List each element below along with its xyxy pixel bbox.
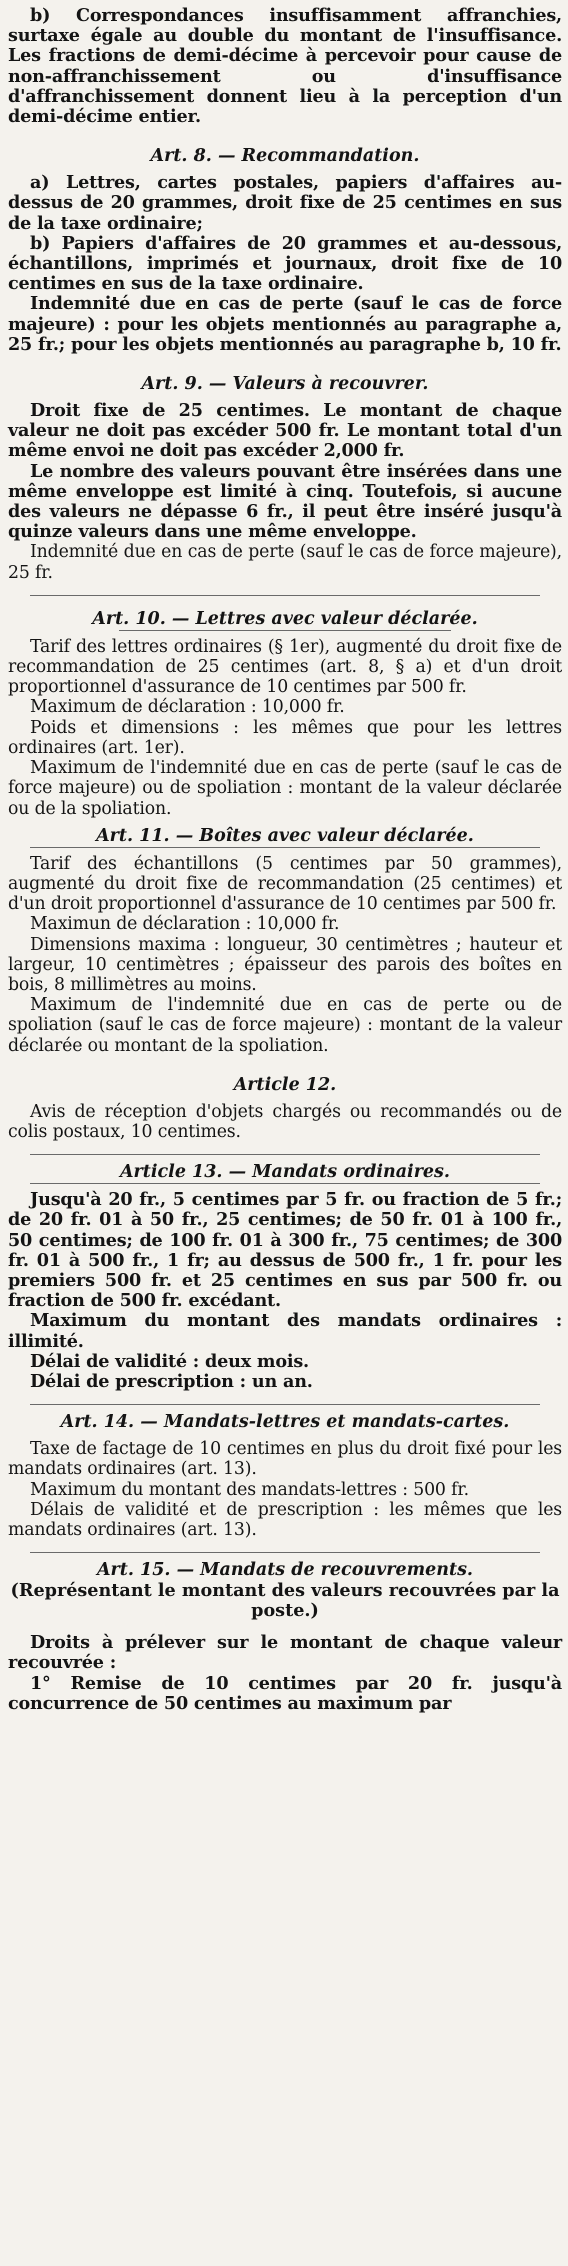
heading-art-12: Article 12. (233, 1074, 337, 1095)
paragraph-art-15-item-1: 1° Remise de 10 centimes par 20 fr. jusqu'à concurrence de 50 centimes au maximum par (8, 1672, 562, 1714)
paragraph-art-10-indemnity: Maximum de l'indemnité due en cas de perte (sauf le cas de force majeure) ou de spoliation : montant de la valeur déclarée ou de la spoliation. (8, 758, 562, 819)
paragraph-art-13-rates: Jusqu'à 20 fr., 5 centimes par 5 fr. ou fraction de 5 fr.; de 20 fr. 01 à 50 fr., 25 centimes; de 50 fr. 01 à 100 fr., 50 centimes; de 100 fr. 01 à 300 fr., 75 centimes; de 300 fr. 01 à 500 fr., 1 fr; au dessus de 500 fr., 1 fr. pour les premiers 500 fr. et 25 centimes en sus par 500 fr. ou fraction de 500 fr. excédant. (8, 1189, 562, 1312)
paragraph-art-9-fixed-fee: Droit fixe de 25 centimes. Le montant de chaque valeur ne doit pas excéder 500 fr. Le montant total d'un même envoi ne doit pas excéder 2,000 fr. (8, 400, 562, 462)
heading-art-15: Art. 15. — Mandats de recouvrements. (96, 1560, 474, 1581)
paragraph-art-8-a: a) Lettres, cartes postales, papiers d'affaires au-dessus de 20 grammes, droit fixe de 25 centimes en sus de la taxe ordinaire; (8, 172, 562, 234)
paragraph-art-10-weight: Poids et dimensions : les mêmes que pour les lettres ordinaires (art. 1er). (8, 717, 562, 758)
paragraph-art-11-indemnity: Maximum de l'indemnité due en cas de perte ou de spoliation (sauf le cas de force majeure) : montant de la valeur déclarée ou montant de la spoliation. (8, 995, 562, 1056)
paragraph-art-11-dimensions: Dimensions maxima : longueur, 30 centimètres ; hauteur et largeur, 10 centimètres ; épaisseur des parois des boîtes en bois, 8 millimètres au moins. (8, 934, 562, 995)
heading-art-10: Art. 10. — Lettres avec valeur déclarée. (92, 608, 478, 629)
paragraph-insufficient-postage: b) Correspondances insuffisamment affranchies, surtaxe égale au double du montant de l'insuffisance. Les fractions de demi-décime à percevoir pour cause de non-affranchissement ou d'insuffisance d'affranchissement donnent lieu à la perception d'un demi-décime entier. (8, 5, 562, 128)
paragraph-art-13-validity: Délai de validité : deux mois. (30, 1350, 309, 1372)
paragraph-art-8-b: b) Papiers d'affaires de 20 grammes et au-dessous, échantillons, imprimés et journaux, droit fixe de 10 centimes en sus de la taxe ordinaire. (8, 232, 562, 295)
paragraph-art-14-maximum: Maximum du montant des mandats-lettres : 500 fr. (30, 1479, 469, 1500)
paragraph-art-13-maximum: Maximum du montant des mandats ordinaires : illimité. (8, 1310, 562, 1352)
paragraph-art-12: Avis de réception d'objets chargés ou recommandés ou de colis postaux, 10 centimes. (8, 1101, 562, 1142)
heading-art-11: Art. 11. — Boîtes avec valeur déclarée. (96, 825, 474, 846)
paragraph-art-9-indemnity: Indemnité due en cas de perte (sauf le cas de force majeure), 25 fr. (8, 542, 562, 583)
paragraph-art-14-fee: Taxe de factage de 10 centimes en plus du droit fixé pour les mandats ordinaires (art. 13). (8, 1439, 562, 1480)
paragraph-art-8-indemnity: Indemnité due en cas de perte (sauf le cas de force majeure) : pour les objets mentionnés au paragraphe a, 25 fr.; pour les objets mentionnés au paragraphe b, 10 fr. (8, 293, 562, 355)
heading-art-14: Art. 14. — Mandats-lettres et mandats-cartes. (60, 1412, 510, 1433)
paragraph-art-9-number-of-values: Le nombre des valeurs pouvant être insérées dans une même enveloppe est limité à cinq. Toutefois, si aucune des valeurs ne dépasse 6 fr., il peut être inséré jusqu'à quinze valeurs dans une même enveloppe. (8, 460, 562, 543)
heading-art-13: Article 13. — Mandats ordinaires. (119, 1162, 450, 1183)
heading-art-8: Art. 8. — Recommandation. (150, 146, 420, 167)
paragraph-art-15-fees-intro: Droits à prélever sur le montant de chaque valeur recouvrée : (8, 1632, 562, 1674)
heading-art-9: Art. 9. — Valeurs à recouvrer. (141, 374, 429, 395)
paragraph-art-11-max-declaration: Maximun de déclaration : 10,000 fr. (30, 914, 340, 935)
paragraph-art-14-delays: Délais de validité et de prescription : les mêmes que les mandats ordinaires (art. 13). (8, 1499, 562, 1540)
paragraph-art-10-tariff: Tarif des lettres ordinaires (§ 1er), augmenté du droit fixe de recommandation de 25 centimes (art. 8, § a) et d'un droit proportionnel d'assurance de 10 centimes par 500 fr. (8, 636, 562, 698)
paragraph-art-10-max-declaration: Maximum de déclaration : 10,000 fr. (30, 697, 345, 718)
subheading-art-15: (Représentant le montant des valeurs recouvrées par la poste.) (10, 1580, 560, 1622)
paragraph-art-13-prescription: Délai de prescription : un an. (30, 1370, 313, 1392)
paragraph-art-11-tariff: Tarif des échantillons (5 centimes par 50 grammes), augmenté du droit fixe de recommandation (25 centimes) et d'un droit proportionnel d'assurance de 10 centimes par 500 fr. (8, 853, 562, 915)
